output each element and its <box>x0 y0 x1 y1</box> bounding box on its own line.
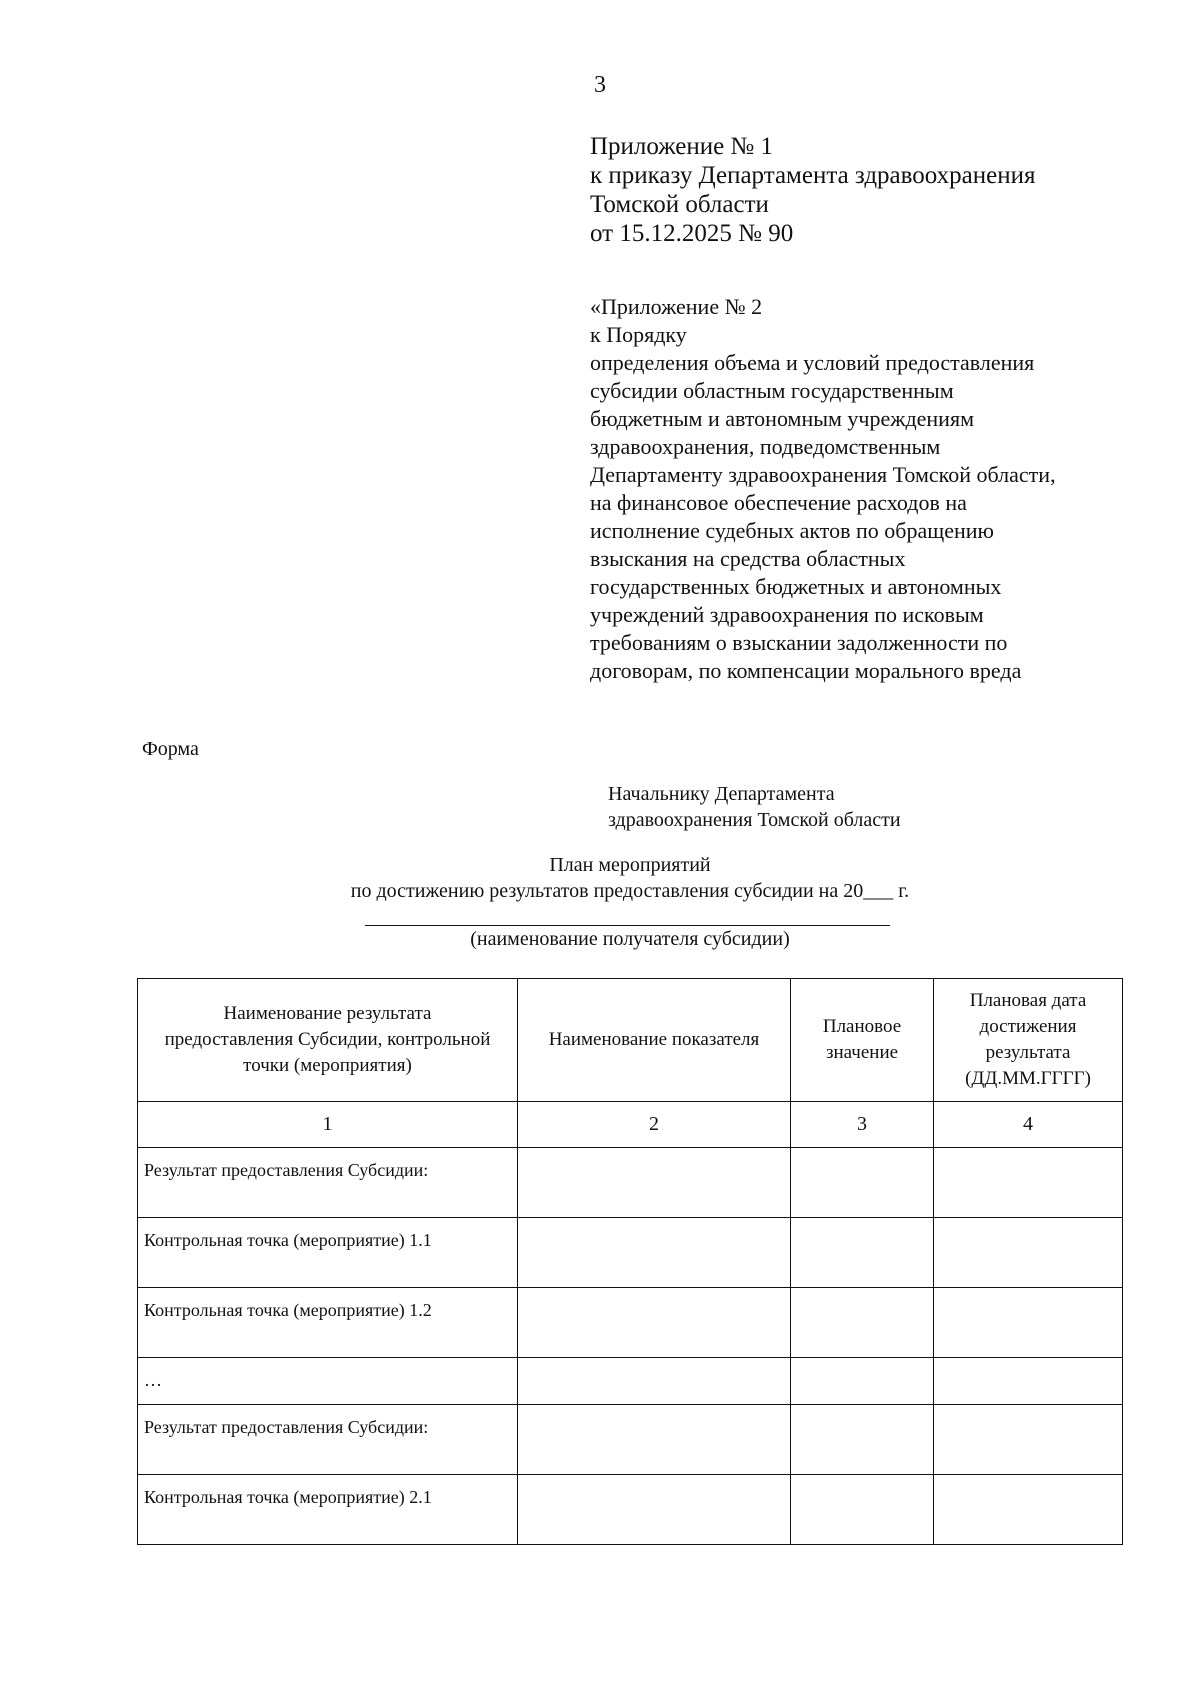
attachment-1-line: Томской области <box>590 191 769 218</box>
row-label: Результат предоставления Субсидии: <box>138 1405 518 1475</box>
header-indicator-name <box>518 979 791 1102</box>
attachment-1-block <box>590 132 1036 248</box>
attachment-2-line: определения объема и условий предоставления <box>590 350 1035 375</box>
table-cell <box>791 1475 934 1545</box>
form-label: Форма <box>142 738 199 760</box>
table-cell <box>934 1358 1123 1405</box>
table-cell <box>791 1358 934 1405</box>
table-cell <box>518 1475 791 1545</box>
addressee-line-1: Начальнику Департамента <box>608 783 835 805</box>
plan-title: План мероприятий <box>549 854 711 876</box>
table-row <box>138 1405 1123 1475</box>
table-cell <box>934 1148 1123 1218</box>
column-number: 4 <box>934 1102 1123 1148</box>
column-number-row <box>138 1102 1123 1148</box>
header-planned-date-text: Плановая дата достижения результата (ДД.ММ.ГГГГ) <box>965 990 1091 1089</box>
attachment-2-line: договорам, по компенсации морального вреда <box>590 658 1022 683</box>
table-row <box>138 1288 1123 1358</box>
header-result-name-text: Наименование результата предоставления Субсидии, контрольной точки (мероприятия) <box>164 1003 491 1076</box>
addressee-block <box>608 781 901 833</box>
table-row <box>138 1218 1123 1288</box>
header-planned-value-text: Плановое значение <box>822 1016 902 1063</box>
table-cell <box>518 1148 791 1218</box>
table-cell <box>934 1218 1123 1288</box>
row-label: Результат предоставления Субсидии: <box>138 1148 518 1218</box>
header-result-name <box>138 979 518 1102</box>
table-cell <box>934 1405 1123 1475</box>
attachment-1-line: к приказу Департамента здравоохранения <box>590 162 1036 189</box>
attachment-2-line: «Приложение № 2 <box>590 294 763 319</box>
table-cell <box>934 1288 1123 1358</box>
table-row <box>138 1358 1123 1405</box>
column-number: 1 <box>138 1102 518 1148</box>
recipient-caption: (наименование получателя субсидии) <box>470 928 790 950</box>
addressee-line-2: здравоохранения Томской области <box>608 809 901 831</box>
attachment-2-line: исполнение судебных актов по обращению <box>590 518 994 543</box>
table-cell <box>934 1475 1123 1545</box>
table-row <box>138 1475 1123 1545</box>
recipient-line <box>365 925 890 926</box>
table-cell <box>518 1218 791 1288</box>
row-label: Контрольная точка (мероприятие) 1.1 <box>138 1218 518 1288</box>
attachment-2-line: государственных бюджетных и автономных <box>590 574 1002 599</box>
attachment-1-line: Приложение № 1 <box>590 133 774 160</box>
column-number: 2 <box>518 1102 791 1148</box>
attachment-1-line: от 15.12.2025 № 90 <box>590 220 794 247</box>
attachment-2-line: на финансовое обеспечение расходов на <box>590 490 967 515</box>
table-cell <box>791 1405 934 1475</box>
table-cell <box>791 1148 934 1218</box>
table-header-row <box>138 979 1123 1102</box>
attachment-2-block <box>590 293 1150 685</box>
header-planned-date <box>934 979 1123 1102</box>
plan-subtitle: по достижению результатов предоставления субсидии на 20___ г. <box>350 880 910 902</box>
page-number: 3 <box>594 72 606 98</box>
row-label: Контрольная точка (мероприятие) 1.2 <box>138 1288 518 1358</box>
table-cell <box>791 1218 934 1288</box>
attachment-2-line: взыскания на средства областных <box>590 546 906 571</box>
row-label: Контрольная точка (мероприятие) 2.1 <box>138 1475 518 1545</box>
attachment-2-line: к Порядку <box>590 322 687 347</box>
plan-table <box>137 978 1123 1545</box>
attachment-2-line: требованиям о взыскании задолженности по <box>590 630 1008 655</box>
column-number: 3 <box>791 1102 934 1148</box>
attachment-2-line: Департаменту здравоохранения Томской области, <box>590 462 1056 487</box>
header-planned-value <box>791 979 934 1102</box>
table-cell <box>791 1288 934 1358</box>
table-cell <box>518 1405 791 1475</box>
attachment-2-line: субсидии областным государственным <box>590 378 954 403</box>
table-cell <box>518 1288 791 1358</box>
attachment-2-line: бюджетным и автономным учреждениям <box>590 406 975 431</box>
header-indicator-name-text: Наименование показателя <box>548 1029 760 1050</box>
attachment-2-line: учреждений здравоохранения по исковым <box>590 602 984 627</box>
table-row <box>138 1148 1123 1218</box>
row-label: … <box>138 1358 518 1405</box>
table-cell <box>518 1358 791 1405</box>
attachment-2-line: здравоохранения, подведомственным <box>590 434 941 459</box>
